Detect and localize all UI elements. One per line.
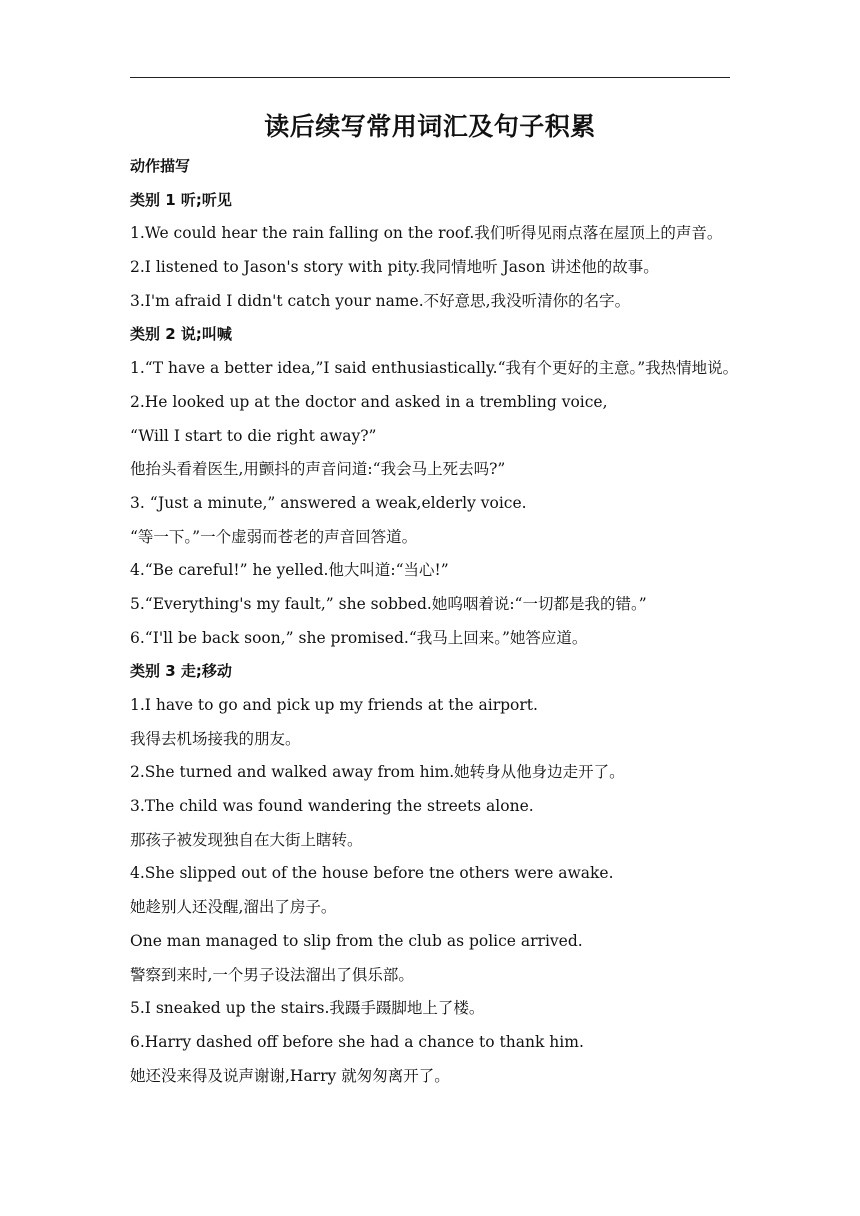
sentence-line: 5.I sneaked up the stairs.我蹑手蹑脚地上了楼。 (130, 999, 485, 1018)
document-body (130, 150, 750, 1093)
sentence-line: 5.“Everything's my fault,” she sobbed.她呜咽着说:“一切都是我的错。” (130, 594, 647, 613)
category-heading-walk: 类别 3 走;移动 (130, 662, 232, 681)
sentence-line: 1.I have to go and pick up my friends at the airport. (130, 696, 538, 714)
sentence-line: “Will I start to die right away?” (130, 426, 377, 445)
sentence-line: 3. “Just a minute,” answered a weak,elderly voice. (130, 493, 527, 512)
sentence-line: One man managed to slip from the club as police arrived. (130, 931, 583, 950)
page-title: 读后续写常用词汇及句子积累 (264, 112, 596, 141)
sentence-line: 2.She turned and walked away from him.她转身从他身边走开了。 (130, 763, 625, 782)
header-rule (130, 77, 730, 78)
category-heading-listen: 类别 1 听;听见 (130, 190, 232, 209)
sentence-line: 1.We could hear the rain falling on the roof.我们听得见雨点落在屋顶上的声音。 (130, 224, 723, 243)
sentence-line: 4.She slipped out of the house before tne others were awake. (130, 864, 614, 883)
sentence-line: 6.Harry dashed off before she had a chance to thank him. (130, 1032, 584, 1051)
category-heading-speak: 类别 2 说;叫喊 (130, 325, 232, 344)
sentence-line: 2.I listened to Jason's story with pity.我同情地听 Jason 讲述他的故事。 (130, 258, 659, 277)
sentence-line: 3.The child was found wandering the streets alone. (130, 797, 534, 816)
translation-line: 我得去机场接我的朋友。 (130, 729, 301, 748)
translation-line: 她趁别人还没醒,溜出了房子。 (130, 898, 337, 917)
section-heading: 动作描写 (130, 157, 191, 175)
sentence-line: 1.“T have a better idea,”I said enthusiastically.“我有个更好的主意。”我热情地说。 (130, 359, 739, 378)
translation-line: 她还没来得及说声谢谢,Harry 就匆匆离开了。 (130, 1066, 450, 1085)
sentence-line: 3.I'm afraid I didn't catch your name.不好意思,我没听清你的名字。 (130, 291, 631, 310)
sentence-line: 6.“I'll be back soon,” she promised.“我马上回来。”她答应道。 (130, 628, 588, 647)
sentence-line: 4.“Be careful!” he yelled.他大叫道:“当心!” (130, 561, 449, 580)
translation-line: 他抬头看着医生,用颤抖的声音问道:“我会马上死去吗?” (130, 460, 506, 479)
translation-line: 警察到来时,一个男子设法溜出了俱乐部。 (130, 965, 414, 984)
sentence-line: 2.He looked up at the doctor and asked in a trembling voice, (130, 392, 608, 411)
translation-line: “等一下。”一个虚弱而苍老的声音回答道。 (130, 527, 418, 546)
translation-line: 那孩子被发现独自在大街上瞎转。 (130, 830, 363, 849)
